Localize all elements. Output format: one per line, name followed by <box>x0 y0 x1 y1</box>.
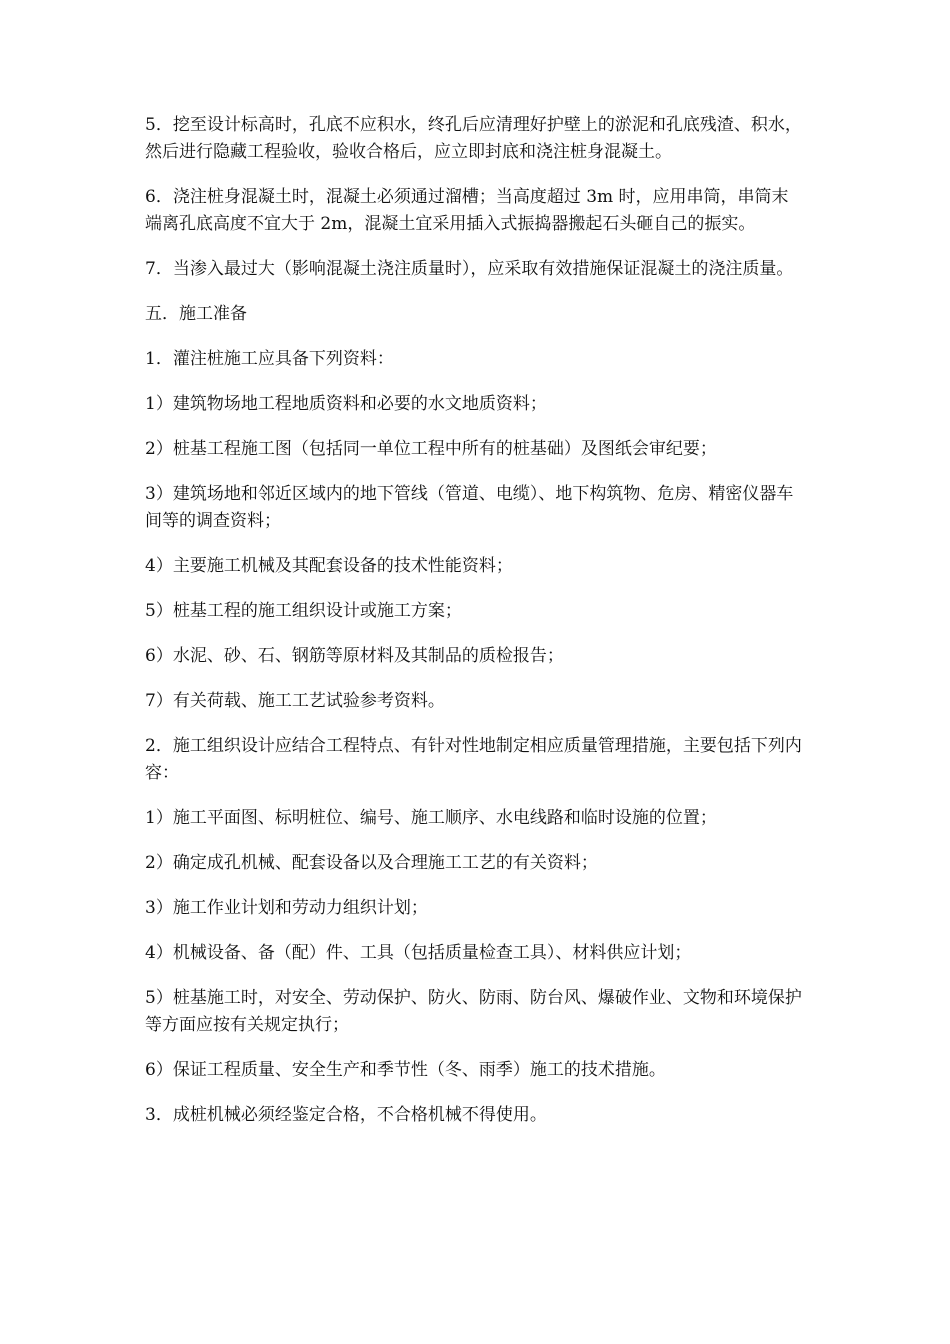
paragraph-3-machinery: 3．成桩机械必须经鉴定合格，不合格机械不得使用。 <box>145 1105 547 1125</box>
list-item: 5）桩基工程的施工组织设计或施工方案； <box>145 601 462 621</box>
paragraph-2-organization-design: 2．施工组织设计应结合工程特点、有针对性地制定相应质量管理措施，主要包括下列内容： <box>145 736 802 783</box>
list-item: 1）施工平面图、标明桩位、编号、施工顺序、水电线路和临时设施的位置； <box>145 808 717 828</box>
list-item: 3）施工作业计划和劳动力组织计划； <box>145 898 428 918</box>
paragraph-7-seepage: 7．当渗入最过大（影响混凝土浇注质量时），应采取有效措施保证混凝土的浇注质量。 <box>145 259 794 279</box>
list-item: 5）桩基施工时，对安全、劳动保护、防火、防雨、防台风、爆破作业、文物和环境保护等方面应按有关规定执行； <box>145 988 802 1035</box>
list-item: 6）水泥、砂、石、钢筋等原材料及其制品的质检报告； <box>145 646 564 666</box>
paragraph-6-pouring: 6．浇注桩身混凝土时，混凝土必须通过溜槽；当高度超过 3m 时，应用串筒，串筒末端离孔底高度不宜大于 2m，混凝土宜采用插入式振捣器搬起石头砸自己的振实。 <box>145 187 789 234</box>
list-item: 7）有关荷载、施工工艺试验参考资料。 <box>145 691 445 711</box>
list-item: 6）保证工程质量、安全生产和季节性（冬、雨季）施工的技术措施。 <box>145 1060 666 1080</box>
list-item: 2）桩基工程施工图（包括同一单位工程中所有的桩基础）及图纸会审纪要； <box>145 439 717 459</box>
list-item: 4）机械设备、备（配）件、工具（包括质量检查工具）、材料供应计划； <box>145 943 692 963</box>
section-heading-construction-preparation: 五．施工准备 <box>145 304 247 324</box>
list-item: 3）建筑场地和邻近区域内的地下管线（管道、电缆）、地下构筑物、危房、精密仪器车间等的调查资料； <box>145 484 794 531</box>
list-item: 1）建筑物场地工程地质资料和必要的水文地质资料； <box>145 394 547 414</box>
paragraph-5-excavation: 5．挖至设计标高时，孔底不应积水，终孔后应清理好护壁上的淤泥和孔底残渣、积水，然后进行隐藏工程验收，验收合格后，应立即封底和浇注桩身混凝土。 <box>145 115 802 162</box>
document-body <box>145 112 805 1147</box>
list-item: 2）确定成孔机械、配套设备以及合理施工工艺的有关资料； <box>145 853 598 873</box>
list-item: 4）主要施工机械及其配套设备的技术性能资料； <box>145 556 513 576</box>
paragraph-1-required-materials: 1．灌注桩施工应具备下列资料： <box>145 349 394 369</box>
